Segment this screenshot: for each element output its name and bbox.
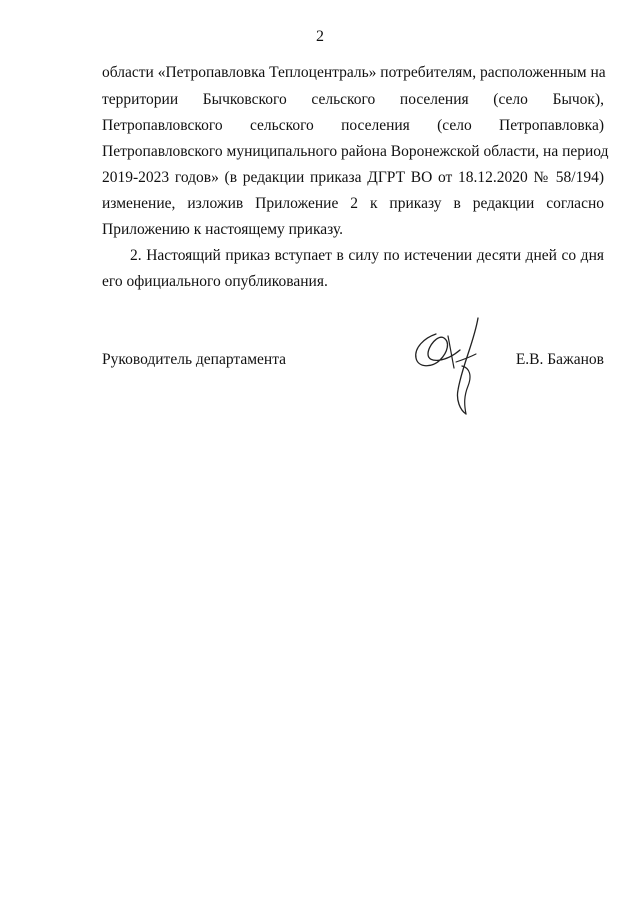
signatory-name: Е.В. Бажанов xyxy=(515,351,604,368)
paragraph-line: Петропавловского сельского поселения (село Петропавловка) xyxy=(102,117,604,134)
paragraph-line: 2019-2023 годов» (в редакции приказа ДГРТ ВО от 18.12.2020 № 58/194) xyxy=(102,169,604,186)
paragraph-line: Приложению к настоящему приказу. xyxy=(102,221,344,238)
paragraph-line: области «Петропавловка Теплоцентраль» потребителям, расположенным на xyxy=(102,64,606,81)
handwritten-signature xyxy=(406,312,496,418)
paragraph-line: его официального опубликования. xyxy=(102,273,328,290)
page-number: 2 xyxy=(316,28,324,45)
paragraph-line: 2. Настоящий приказ вступает в силу по истечении десяти дней со дня xyxy=(130,247,604,264)
paragraph-line: Петропавловского муниципального района Воронежской области, на период xyxy=(102,143,609,160)
signatory-title: Руководитель департамента xyxy=(102,351,287,368)
paragraph-line: изменение, изложив Приложение 2 к приказу в редакции согласно xyxy=(102,195,604,212)
paragraph-line: территории Бычковского сельского поселения (село Бычок), xyxy=(102,91,604,108)
